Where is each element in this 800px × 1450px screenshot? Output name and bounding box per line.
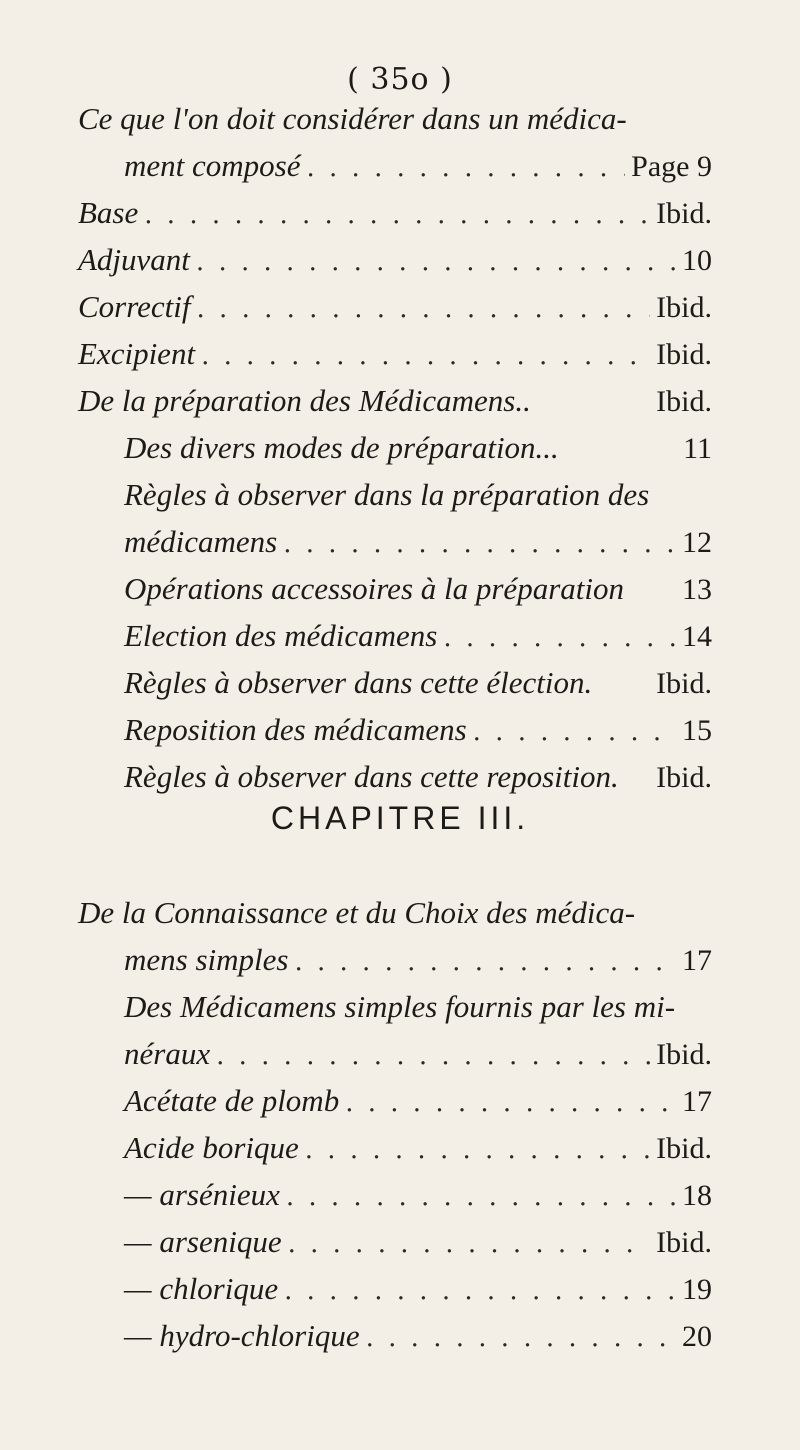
toc-entry: [0, 890, 800, 936]
toc-entry: [0, 707, 800, 753]
entry-page: Ibid.: [656, 385, 712, 418]
entry-title: Des divers modes de préparation...: [124, 430, 559, 465]
dot-leader: [345, 1080, 676, 1126]
page-number: ( 35o ): [347, 62, 453, 97]
toc-entry-continuation: [0, 519, 800, 565]
chapter-heading: CHAPITRE III.: [270, 800, 530, 836]
entry-page: Ibid.: [656, 667, 712, 700]
toc-entry-continuation: [0, 1031, 800, 1077]
toc-entry: [0, 1125, 800, 1171]
toc-entry: [0, 190, 800, 236]
entry-page: Ibid.: [656, 761, 712, 794]
dot-leader: [284, 1268, 676, 1314]
entry-page: 10: [682, 244, 712, 277]
entry-page: 14: [682, 620, 712, 653]
entry-page: Ibid.: [656, 1226, 712, 1259]
entry-page: Ibid.: [656, 1038, 712, 1071]
toc-entry: [0, 754, 800, 800]
entry-title: mens simples: [124, 942, 289, 977]
entry-page: 20: [682, 1320, 712, 1353]
entry-title: De la préparation des Médicamens..: [78, 383, 531, 418]
entry-title: — hydro-chlorique: [124, 1318, 360, 1353]
entry-page: Ibid.: [656, 197, 712, 230]
entry-title: néraux: [124, 1036, 211, 1071]
entry-title: De la Connaissance et du Choix des médica-: [78, 895, 636, 930]
entry-title: — chlorique: [124, 1271, 279, 1306]
toc-entry: [0, 425, 800, 471]
dot-leader: [366, 1315, 676, 1361]
entry-title: Election des médicamens: [124, 618, 438, 653]
dot-leader: [283, 521, 676, 567]
toc-entry: [0, 237, 800, 283]
dot-leader: [196, 239, 676, 285]
toc-entry: [0, 284, 800, 330]
entry-page: 17: [682, 944, 712, 977]
toc-entry: [0, 1172, 800, 1218]
entry-page: 18: [682, 1179, 712, 1212]
toc-entry: [0, 1219, 800, 1265]
dot-leader: [216, 1033, 650, 1079]
entry-page: 13: [682, 573, 712, 606]
entry-title: Acétate de plomb: [124, 1083, 340, 1118]
toc-entry: [0, 566, 800, 612]
dot-leader: [473, 709, 676, 755]
entry-page: 12: [682, 526, 712, 559]
entry-page: 11: [683, 432, 712, 465]
entry-title: Ce que l'on doit considérer dans un médica-: [78, 101, 627, 136]
toc-entry: [0, 1078, 800, 1124]
entry-page: Ibid.: [656, 338, 712, 371]
entry-page: 19: [682, 1273, 712, 1306]
entry-title: médicamens: [124, 524, 278, 559]
toc-entry: [0, 613, 800, 659]
dot-leader: [144, 192, 650, 238]
toc-entry-continuation: [0, 143, 800, 189]
entry-title: Reposition des médicamens: [124, 712, 467, 747]
entry-title: Correctif: [78, 289, 191, 324]
entry-page: 17: [682, 1085, 712, 1118]
entry-page: Page 9: [631, 150, 712, 183]
dot-leader: [201, 333, 650, 379]
entry-title: ment composé: [124, 148, 301, 183]
toc-entry-continuation: [0, 937, 800, 983]
entry-title: — arsénieux: [124, 1177, 280, 1212]
entry-title: — arsenique: [124, 1224, 282, 1259]
toc-entry: [0, 331, 800, 377]
dot-leader: [197, 286, 651, 332]
toc-entry: [0, 472, 800, 518]
toc-entry: [0, 1266, 800, 1312]
dot-leader: [305, 1127, 650, 1173]
entry-title: Opérations accessoires à la préparation: [124, 571, 624, 606]
entry-title: Acide borique: [124, 1130, 299, 1165]
entry-title: Adjuvant: [78, 242, 190, 277]
dot-leader: [294, 939, 676, 985]
toc-entry: [0, 984, 800, 1030]
entry-title: Règles à observer dans la préparation des: [124, 477, 650, 512]
entry-title: Règles à observer dans cette élection.: [124, 665, 593, 700]
entry-page: 15: [682, 714, 712, 747]
toc-entry: [0, 1313, 800, 1359]
entry-title: Excipient: [78, 336, 196, 371]
toc-entry: [0, 96, 800, 142]
dot-leader: [288, 1221, 651, 1267]
entry-page: Ibid.: [656, 1132, 712, 1165]
dot-leader: [306, 145, 625, 191]
entry-title: Des Médicamens simples fournis par les mi-: [124, 989, 676, 1024]
dot-leader: [286, 1174, 676, 1220]
dot-leader: [443, 615, 676, 661]
entry-title: Règles à observer dans cette reposition.: [124, 759, 619, 794]
entry-page: Ibid.: [656, 291, 712, 324]
entry-title: Base: [78, 195, 139, 230]
toc-entry: [0, 378, 800, 424]
toc-entry: [0, 660, 800, 706]
